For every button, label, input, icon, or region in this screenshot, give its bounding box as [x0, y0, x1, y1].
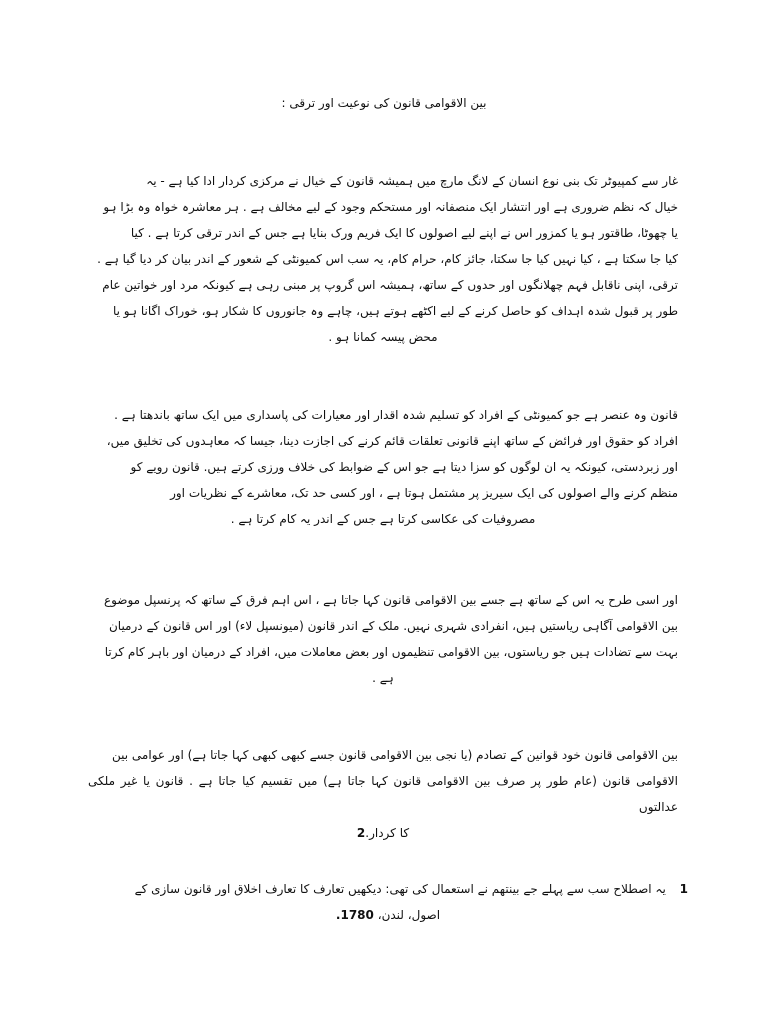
- paragraph-line: خیال کہ نظم ضروری ہے اور انتشار ایک منصفانہ اور مستحکم وجود کے لیے مخالف ہے . ہر معاشرہ خواہ وہ بڑا ہو: [103, 200, 678, 214]
- paragraph-line: بین الاقوامی قانون خود قوانین کے تصادم (یا نجی بین الاقوامی قانون جسے کبھی کبھی کہا جاتا ہے) اور عوامی بین: [112, 748, 678, 762]
- paragraph-line: الاقوامی قانون (عام طور پر صرف بین الاقوامی قانون کہا جاتا ہے) میں تقسیم کیا جاتا ہے . قانون یا غیر ملکی عدالتوں: [88, 774, 678, 814]
- paragraph-line: کیا جا سکتا ہے ، کیا نہیں کیا جا سکتا، جائز کام، حرام کام، یہ سب اس کمیونٹی کے شعور کے اندر بیان کر دیا گیا ہے .: [97, 252, 678, 266]
- paragraph-line: بین الاقوامی آگاہی ریاستیں ہیں، انفرادی شہری نہیں. ملک کے اندر قانون (میونسپل لاء) اور اس قانون کے درمیان: [108, 619, 678, 633]
- footnote-reference[interactable]: 2: [356, 826, 366, 840]
- paragraph-line: غار سے کمپیوٹر تک بنی نوع انسان کے لانگ مارچ میں ہمیشہ قانون کے خیال نے مرکزی کردار ادا کیا ہے - یہ: [146, 174, 678, 188]
- footnote-line-2: [88, 902, 688, 928]
- footnote-line-1: [88, 876, 688, 902]
- paragraph-line: محض پیسہ کمانا ہو .: [328, 330, 438, 344]
- paragraph-4: [88, 742, 678, 846]
- paragraph-line: ترقی، اپنی ناقابل فہم چھلانگوں اور حدوں کے ساتھ، ہمیشہ اس گروپ پر مبنی رہی ہے کیونکہ مرد اور خواتین عام: [102, 278, 678, 292]
- paragraph-3: [88, 587, 678, 691]
- paragraph-line: قانون وہ عنصر ہے جو کمیونٹی کے افراد کو تسلیم شدہ اقدار اور معیارات کی پاسداری میں ایک ساتھ باندھتا ہے .: [114, 408, 678, 422]
- document-title: بین الاقوامی قانون کی نوعیت اور ترقی :: [281, 96, 487, 110]
- paragraph-line: افراد کو حقوق اور فرائض کے ساتھ اپنے قانونی تعلقات قائم کرنے کی اجازت دینا، جیسا کہ معاہدوں کی تخلیق میں،: [106, 434, 678, 448]
- paragraph-line: طور پر قبول شدہ اہداف کو حاصل کرنے کے لیے اکٹھے ہوتے ہیں، چاہے وہ جانوروں کا شکار ہو، خوراک اگانا ہو یا: [112, 304, 678, 318]
- paragraph-line: کا کردار.: [365, 826, 410, 840]
- paragraph-line: مصروفیات کی عکاسی کرتا ہے جس کے اندر یہ کام کرتا ہے .: [230, 512, 536, 526]
- paragraph-2: [88, 402, 678, 532]
- footnote-text: اصول، لندن،: [373, 908, 441, 922]
- footnote-text: یہ اصطلاح سب سے پہلے جے بینتھم نے استعمال کی تھی: دیکھیں تعارف کا تعارف اخلاق اور قانون سازی کے: [134, 882, 666, 896]
- paragraph-1: [88, 168, 678, 350]
- paragraph-line: ہے .: [372, 671, 394, 685]
- paragraph-line: یا چھوٹا، طاقتور ہو یا کمزور اس نے اپنے لیے اصولوں کا ایک فریم ورک بنایا ہے جس کے اندر ترقی کرتا ہے . کیا: [130, 226, 678, 240]
- paragraph-line: بہت سے تضادات ہیں جو ریاستوں، بین الاقوامی تنظیموں اور بعض معاملات میں، افراد کے درمیان اور باہر کام کرتا: [104, 645, 678, 659]
- paragraph-line: منظم کرنے والے اصولوں کی ایک سیریز پر مشتمل ہوتا ہے ، اور کسی حد تک، معاشرے کے نظریات اور: [170, 486, 678, 500]
- footnote: [88, 876, 688, 928]
- footnote-number: 1: [679, 882, 688, 896]
- footnote-year: 1780.: [335, 908, 374, 922]
- paragraph-line: اور زبردستی، کیونکہ یہ ان لوگوں کو سزا دیتا ہے جو اس کے ضوابط کی خلاف ورزی کرتے ہیں. قانون رویے کو: [130, 460, 678, 474]
- paragraph-line-with-ref: [88, 820, 678, 846]
- paragraph-line: اور اسی طرح یہ اس کے ساتھ ہے جسے بین الاقوامی قانون کہا جاتا ہے ، اس اہم فرق کے ساتھ کہ پرنسپل موضوع: [103, 593, 678, 607]
